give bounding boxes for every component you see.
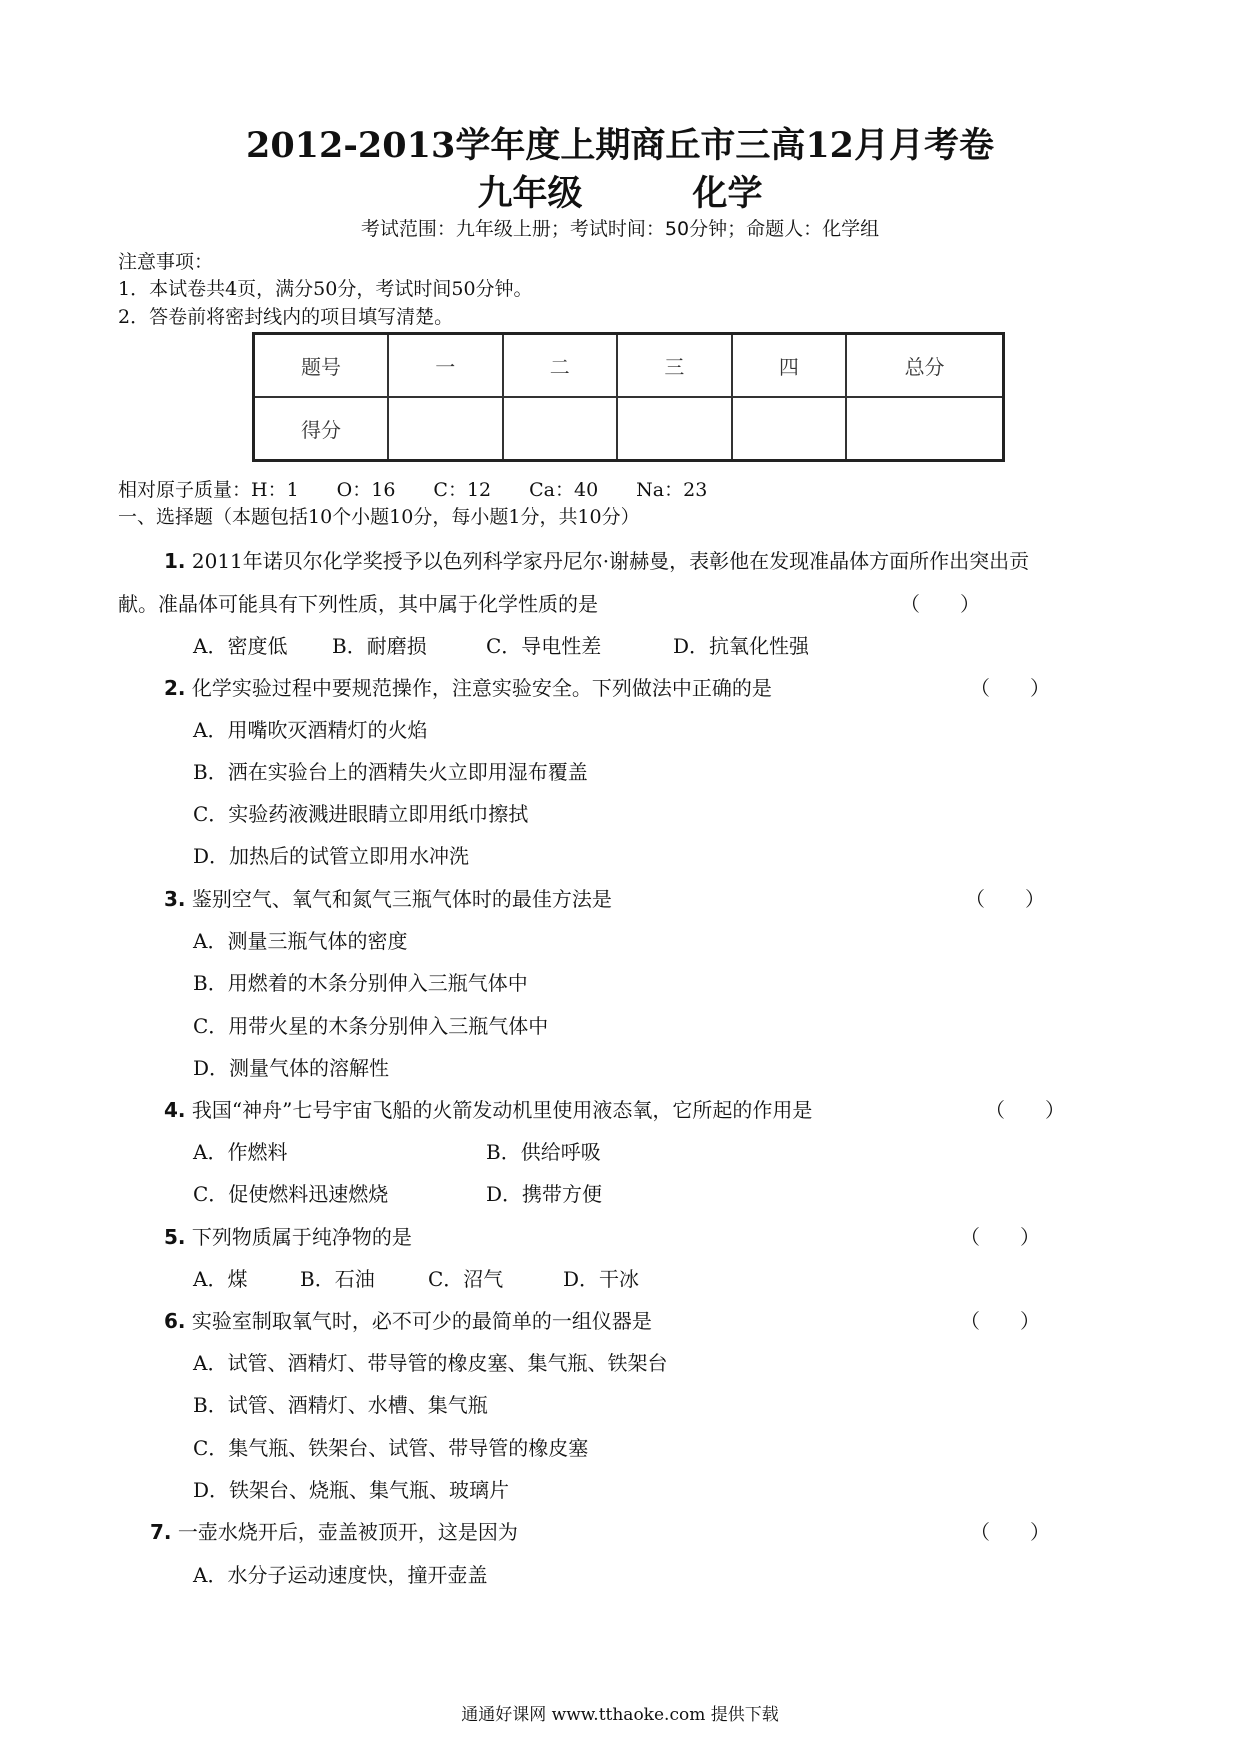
answer-blank[interactable]: （ ） (985, 1098, 1065, 1122)
option: D．携带方便 (486, 1182, 603, 1206)
question-4 (164, 1094, 812, 1123)
option: A．水分子运动速度快，撞开壶盖 (193, 1563, 488, 1587)
question-2 (164, 672, 772, 701)
option: D．干冰 (563, 1267, 640, 1291)
option: A．测量三瓶气体的密度 (193, 929, 408, 953)
score-header: 一 (388, 334, 503, 398)
answer-blank[interactable]: （ ） (965, 887, 1045, 911)
exam-title: 2012-2013学年度上期商丘市三高12月月考卷 (245, 125, 995, 166)
score-cell[interactable] (846, 397, 1003, 461)
option: C．实验药液溅进眼睛立即用纸巾擦拭 (193, 802, 529, 826)
footer: 通通好课网 www.tthaoke.com 提供下载 (461, 1705, 779, 1725)
subject-label: 化学 (692, 173, 763, 214)
question-number: 1. (164, 549, 186, 573)
note-item: 1．本试卷共4页，满分50分，考试时间50分钟。 (118, 278, 533, 300)
score-header: 题号 (254, 334, 388, 398)
question-number: 3. (164, 887, 186, 911)
question-stem: 下列物质属于纯净物的是 (191, 1225, 412, 1249)
exam-subtitle (0, 166, 1240, 216)
option: B．耐磨损 (332, 634, 427, 658)
score-header: 总分 (846, 334, 1003, 398)
option: B．供给呼吸 (486, 1140, 601, 1164)
answer-blank[interactable]: （ ） (970, 1520, 1050, 1544)
question-stem: 一壶水烧开后，壶盖被顶开，这是因为 (177, 1520, 518, 1544)
option: A．密度低 (193, 634, 288, 658)
answer-blank[interactable]: （ ） (960, 1225, 1040, 1249)
option: D．测量气体的溶解性 (193, 1056, 390, 1080)
option: D．加热后的试管立即用水冲洗 (193, 844, 470, 868)
option: C．集气瓶、铁架台、试管、带导管的橡皮塞 (193, 1436, 589, 1460)
score-cell[interactable] (388, 397, 503, 461)
option: C．用带火星的木条分别伸入三瓶气体中 (193, 1014, 549, 1038)
question-stem: 实验室制取氧气时，必不可少的最简单的一组仪器是 (191, 1309, 652, 1333)
question-number: 6. (164, 1309, 186, 1333)
score-header: 三 (617, 334, 732, 398)
question-stem: 鉴别空气、氧气和氮气三瓶气体时的最佳方法是 (191, 887, 612, 911)
note-item: 2．答卷前将密封线内的项目填写清楚。 (118, 306, 454, 328)
score-table (252, 332, 1005, 462)
answer-blank[interactable]: （ ） (900, 592, 980, 616)
option: D．抗氧化性强 (673, 634, 810, 658)
option: C．促使燃料迅速燃烧 (193, 1182, 389, 1206)
notes-heading: 注意事项： (118, 251, 214, 273)
score-row-label: 得分 (254, 397, 388, 461)
answer-blank[interactable]: （ ） (970, 676, 1050, 700)
option: B．石油 (300, 1267, 375, 1291)
answer-blank[interactable]: （ ） (960, 1309, 1040, 1333)
option: A．煤 (193, 1267, 248, 1291)
question-number: 4. (164, 1098, 186, 1122)
exam-meta: 考试范围：九年级上册；考试时间：50分钟；命题人：化学组 (360, 218, 880, 240)
question-3 (164, 883, 612, 912)
option: C．导电性差 (486, 634, 602, 658)
question-6 (164, 1305, 652, 1334)
option: C．沼气 (428, 1267, 504, 1291)
option: B．试管、酒精灯、水槽、集气瓶 (193, 1393, 488, 1417)
score-cell[interactable] (503, 397, 618, 461)
question-1-line2: 献。准晶体可能具有下列性质，其中属于化学性质的是 (118, 592, 598, 616)
score-cell[interactable] (732, 397, 847, 461)
question-number: 7. (150, 1520, 172, 1544)
score-header: 二 (503, 334, 618, 398)
atomic-masses: 相对原子质量：H：1 O：16 C：12 Ca：40 Na：23 (118, 479, 708, 501)
question-stem: 化学实验过程中要规范操作，注意实验安全。下列做法中正确的是 (191, 676, 772, 700)
option: D．铁架台、烧瓶、集气瓶、玻璃片 (193, 1478, 510, 1502)
section-heading: 一、选择题（本题包括10个小题10分，每小题1分，共10分） (118, 506, 640, 528)
question-number: 5. (164, 1225, 186, 1249)
question-number: 2. (164, 676, 186, 700)
option: A．作燃料 (193, 1140, 288, 1164)
option: A．用嘴吹灭酒精灯的火焰 (193, 718, 428, 742)
option: B．洒在实验台上的酒精失火立即用湿布覆盖 (193, 760, 588, 784)
option: B．用燃着的木条分别伸入三瓶气体中 (193, 971, 528, 995)
question-5 (164, 1221, 412, 1250)
question-1-line1 (164, 545, 1029, 574)
grade-label: 九年级 (477, 173, 583, 214)
score-header: 四 (732, 334, 847, 398)
score-cell[interactable] (617, 397, 732, 461)
question-7 (150, 1516, 518, 1545)
question-stem: 我国“神舟”七号宇宙飞船的火箭发动机里使用液态氧，它所起的作用是 (191, 1098, 813, 1122)
option: A．试管、酒精灯、带导管的橡皮塞、集气瓶、铁架台 (193, 1351, 668, 1375)
question-stem: 2011年诺贝尔化学奖授予以色列科学家丹尼尔·谢赫曼，表彰他在发现准晶体方面所作出突出贡 (191, 549, 1030, 573)
